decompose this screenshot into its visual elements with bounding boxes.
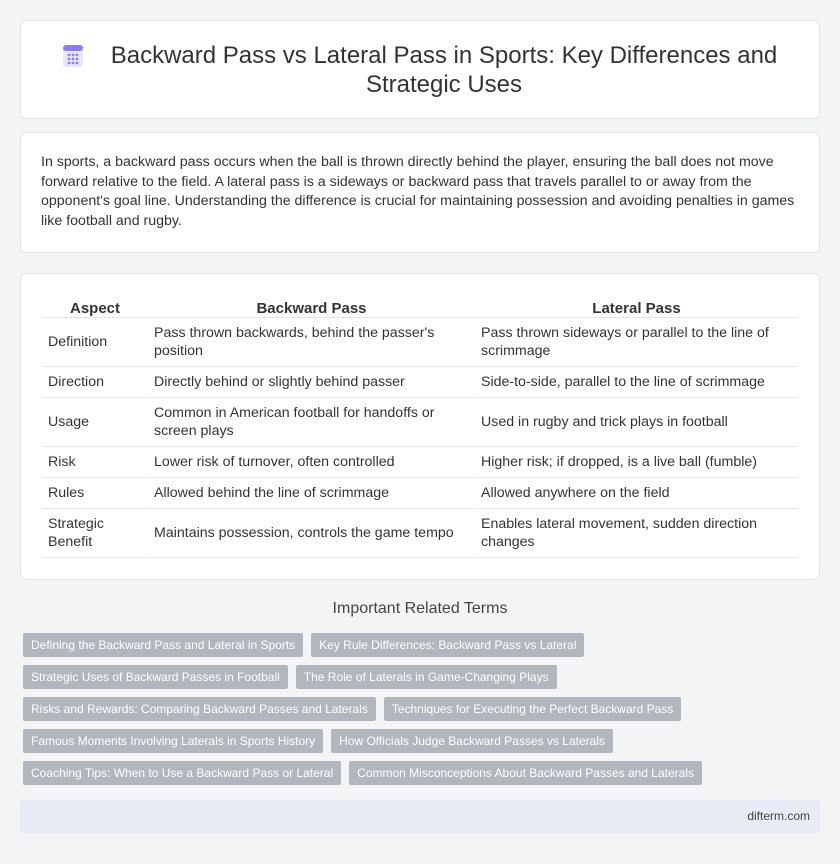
header-backward-pass: Backward Pass bbox=[148, 296, 475, 318]
table-header-row bbox=[42, 296, 798, 318]
related-term-link[interactable]: Common Misconceptions About Backward Passes and Laterals bbox=[349, 761, 702, 785]
comparison-table-card bbox=[20, 273, 820, 580]
cell-backward: Directly behind or slightly behind passer bbox=[148, 367, 475, 398]
table-row bbox=[42, 318, 798, 367]
cell-backward: Common in American football for handoffs or screen plays bbox=[148, 398, 475, 447]
cell-backward: Pass thrown backwards, behind the passer's position bbox=[148, 318, 475, 367]
cell-backward: Maintains possession, controls the game tempo bbox=[148, 509, 475, 558]
table-row bbox=[42, 447, 798, 478]
page-title: Backward Pass vs Lateral Pass in Sports: Key Differences and Strategic Uses bbox=[110, 41, 778, 98]
cell-aspect: Direction bbox=[42, 367, 148, 398]
cell-backward: Lower risk of turnover, often controlled bbox=[148, 447, 475, 478]
intro-text: In sports, a backward pass occurs when the ball is thrown directly behind the player, ensuring the ball does not move forward relative to the field. A lateral pass is a sideways or backward pass that travels parallel to or away from the opponent's goal line. Understanding the difference is crucial for maintaining possession and avoiding penalties in games like football and rugby. bbox=[41, 154, 795, 229]
related-term-link[interactable]: Coaching Tips: When to Use a Backward Pass or Lateral bbox=[23, 761, 341, 785]
cell-lateral: Pass thrown sideways or parallel to the line of scrimmage bbox=[475, 318, 798, 367]
related-term-link[interactable]: Techniques for Executing the Perfect Backward Pass bbox=[384, 697, 681, 721]
related-term-link[interactable]: Defining the Backward Pass and Lateral in Sports bbox=[23, 633, 303, 657]
document-icon bbox=[60, 43, 86, 69]
related-term-link[interactable]: The Role of Laterals in Game-Changing Plays bbox=[296, 665, 557, 689]
intro-card bbox=[20, 132, 820, 253]
cell-lateral: Enables lateral movement, sudden direction changes bbox=[475, 509, 798, 558]
table-row bbox=[42, 398, 798, 447]
cell-backward: Allowed behind the line of scrimmage bbox=[148, 478, 475, 509]
footer-site-link[interactable]: difterm.com bbox=[747, 809, 810, 823]
table-row bbox=[42, 367, 798, 398]
related-term-link[interactable]: Strategic Uses of Backward Passes in Football bbox=[23, 665, 288, 689]
cell-aspect: Rules bbox=[42, 478, 148, 509]
related-term-link[interactable]: How Officials Judge Backward Passes vs Laterals bbox=[331, 729, 613, 753]
header-aspect: Aspect bbox=[42, 296, 148, 318]
cell-aspect: Usage bbox=[42, 398, 148, 447]
cell-aspect: Risk bbox=[42, 447, 148, 478]
comparison-table bbox=[42, 296, 798, 558]
cell-aspect: Definition bbox=[42, 318, 148, 367]
cell-lateral: Used in rugby and trick plays in football bbox=[475, 398, 798, 447]
cell-lateral: Higher risk; if dropped, is a live ball (fumble) bbox=[475, 447, 798, 478]
header-lateral-pass: Lateral Pass bbox=[475, 296, 798, 318]
related-terms-title: Important Related Terms bbox=[332, 600, 508, 617]
related-term-link[interactable]: Risks and Rewards: Comparing Backward Passes and Laterals bbox=[23, 697, 376, 721]
cell-aspect: Strategic Benefit bbox=[42, 509, 148, 558]
related-term-link[interactable]: Famous Moments Involving Laterals in Sports History bbox=[23, 729, 323, 753]
table-row bbox=[42, 509, 798, 558]
table-row bbox=[42, 478, 798, 509]
cell-lateral: Side-to-side, parallel to the line of scrimmage bbox=[475, 367, 798, 398]
header-card bbox=[20, 20, 820, 119]
footer bbox=[20, 800, 820, 833]
related-term-link[interactable]: Key Rule Differences: Backward Pass vs Lateral bbox=[311, 633, 584, 657]
cell-lateral: Allowed anywhere on the field bbox=[475, 478, 798, 509]
related-terms-list bbox=[23, 633, 823, 793]
